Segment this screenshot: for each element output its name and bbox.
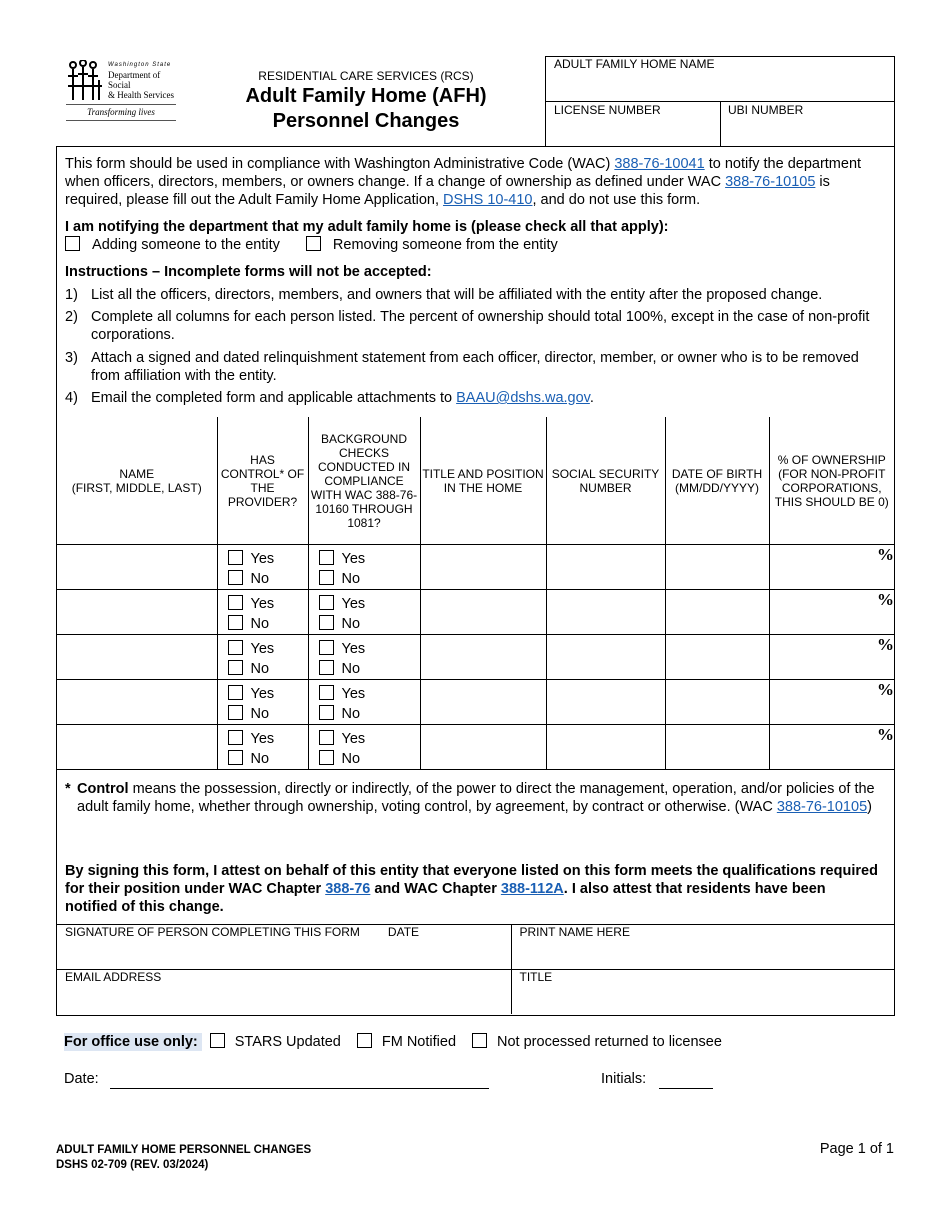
- stars-updated-checkbox[interactable]: [210, 1033, 225, 1048]
- background-no-checkbox[interactable]: [319, 705, 334, 720]
- date-label: DATE: [387, 925, 420, 939]
- col-header-name: NAME (FIRST, MIDDLE, LAST): [57, 417, 217, 545]
- form-subtitle: RESIDENTIAL CARE SERVICES (RCS): [258, 69, 474, 83]
- control-no-checkbox[interactable]: [228, 570, 243, 585]
- main-form: This form should be used in compliance with Washington Administrative Code (WAC) 388-76-10041 to notify the department when officers, directors, members, or owners change. If a change of ownership as defined under WAC 388-76-10105 is required, please fill out the Adult Family Home Application, DSHS 10-410, and do not use this form. I am notifying the department that my adult family home is (please check all that apply): Adding someone to the entity Removing someone from the entity Instructions – Incomplete forms will not be accepted: 1) List all the officers, directors, members, and owners that will be affiliated with the entity after the proposed change. 2) Complete all columns for each person listed. The percent of ownership should total 100%, except in the case of non-profit corporations. 3) Attach a signed and dated relinquishment statement from each officer, director, member, or owner who is to be removed from affiliation with the entity. 4) Email the completed form and applicable attachments to BAAU@dshs.wa.gov. NAME (FIRST, MIDDLE, LAST) HAS CONTROL* OF THE PROVIDER? BACKGROUND CHECKS CONDUCTED IN COMPLIANCE WITH WAC 388-76-10160 THROUGH 1081? TITLE AND POSITION IN THE HOME SOCIAL SECURITY NUMBER DATE OF BIRTH (MM/DD/YYYY) % OF OWNERSHIP (FOR NON-PROFIT CORPORATIONS, THIS SHOULD BE 0) Yes No Yes No % Yes No Yes No % Yes No Yes No % Yes No Yes No % Yes No Yes No % * Control means the possession, directly or indirectly, of the power to direct the management, operation, and/or policies of the adult family home, whether through ownership, voting control, by agreement, by contract or otherwise. (WAC 388-76-10105) By signing this form, I attest on behalf of this entity that everyone listed on this form meets the qualifications required for their position under WAC Chapter 388-76 and WAC Chapter 388-112A. I also attest that residents have been notified of this change. SIGNATURE OF PERSON COMPLETING THIS FORM DATE PRINT NAME HERE EMAIL ADDRESS TITLE: [56, 146, 895, 1016]
- control-wac-link[interactable]: 388-76-10105: [776, 799, 868, 815]
- control-cell: Yes No: [217, 680, 308, 725]
- ssn-cell[interactable]: [546, 590, 665, 635]
- home-identification-box: [545, 56, 895, 147]
- not-processed-label: Not processed returned to licensee: [497, 1034, 722, 1050]
- page-number: Page 1 of 1: [819, 1141, 894, 1157]
- control-cell: Yes No: [217, 725, 308, 770]
- dob-cell[interactable]: [665, 680, 769, 725]
- control-yes-checkbox[interactable]: [228, 595, 243, 610]
- ownership-cell[interactable]: %: [769, 680, 894, 725]
- logo-state: Washington State: [108, 62, 172, 68]
- dob-cell[interactable]: [665, 635, 769, 680]
- office-use-label: For office use only:: [64, 1033, 202, 1051]
- footer-form-number: DSHS 02-709 (REV. 03/2024): [56, 1159, 209, 1171]
- notify-options: [65, 236, 880, 254]
- table-row: [57, 680, 894, 725]
- title-field[interactable]: TITLE: [511, 970, 894, 1015]
- control-no-checkbox[interactable]: [228, 615, 243, 630]
- col-header-dob: DATE OF BIRTH (MM/DD/YYYY): [665, 417, 769, 545]
- signature-table: [57, 924, 894, 1014]
- table-row: [57, 545, 894, 590]
- background-cell: Yes No: [308, 590, 420, 635]
- not-processed-checkbox[interactable]: [472, 1033, 487, 1048]
- background-cell: Yes No: [308, 545, 420, 590]
- background-yes-checkbox[interactable]: [319, 550, 334, 565]
- email-address-field[interactable]: EMAIL ADDRESS: [57, 970, 511, 1015]
- wac-388-112a-link[interactable]: 388-112A: [500, 881, 564, 897]
- adding-label: Adding someone to the entity: [92, 237, 280, 253]
- background-no-checkbox[interactable]: [319, 660, 334, 675]
- dob-cell[interactable]: [665, 725, 769, 770]
- signature-field[interactable]: SIGNATURE OF PERSON COMPLETING THIS FORM DATE: [57, 925, 511, 970]
- dshs-figures-icon: [66, 60, 104, 102]
- col-header-ownership: % OF OWNERSHIP (FOR NON-PROFIT CORPORATIONS, THIS SHOULD BE 0): [769, 417, 894, 545]
- ownership-cell[interactable]: %: [769, 635, 894, 680]
- ssn-cell[interactable]: [546, 680, 665, 725]
- office-initials-label: Initials:: [601, 1071, 647, 1087]
- adding-checkbox[interactable]: [65, 236, 80, 251]
- logo-tagline: Transforming lives: [87, 107, 155, 117]
- ubi-number-field[interactable]: UBI NUMBER: [728, 103, 804, 117]
- office-initials-field[interactable]: [659, 1088, 713, 1089]
- background-no-checkbox[interactable]: [319, 570, 334, 585]
- fm-notified-label: FM Notified: [381, 1034, 457, 1050]
- control-yes-checkbox[interactable]: [228, 730, 243, 745]
- removing-label: Removing someone from the entity: [332, 237, 558, 253]
- control-no-checkbox[interactable]: [228, 750, 243, 765]
- col-header-background: BACKGROUND CHECKS CONDUCTED IN COMPLIANCE WITH WAC 388-76-10160 THROUGH 1081?: [308, 417, 420, 545]
- col-header-control: HAS CONTROL* OF THE PROVIDER?: [217, 417, 308, 545]
- email-link[interactable]: BAAU@dshs.wa.gov: [456, 390, 590, 406]
- name-cell[interactable]: [57, 725, 217, 770]
- background-yes-checkbox[interactable]: [319, 595, 334, 610]
- stars-updated-label: STARS Updated: [234, 1034, 341, 1050]
- fm-notified-checkbox[interactable]: [357, 1033, 372, 1048]
- dshs-logo: [66, 58, 178, 124]
- name-cell[interactable]: [57, 590, 217, 635]
- office-use-row: [64, 1032, 722, 1052]
- background-no-checkbox[interactable]: [319, 615, 334, 630]
- removing-checkbox[interactable]: [306, 236, 321, 251]
- name-cell[interactable]: [57, 635, 217, 680]
- background-no-checkbox[interactable]: [319, 750, 334, 765]
- home-name-field[interactable]: ADULT FAMILY HOME NAME: [554, 57, 715, 71]
- ownership-cell[interactable]: %: [769, 545, 894, 590]
- instructions-heading: Instructions – Incomplete forms will not be accepted:: [65, 264, 432, 280]
- name-cell[interactable]: [57, 680, 217, 725]
- dob-cell[interactable]: [665, 545, 769, 590]
- ssn-cell[interactable]: [546, 635, 665, 680]
- col-header-ssn: SOCIAL SECURITY NUMBER: [546, 417, 665, 545]
- title-cell[interactable]: [420, 590, 546, 635]
- intro-paragraph: This form should be used in compliance with Washington Administrative Code (WAC) 388-76-10041 to notify the department when officers, directors, members, or owners change. If a change of ownership as defined under WAC 388-76-10105 is required, please fill out the Adult Family Home Application, DSHS 10-410, and do not use this form.: [65, 156, 862, 208]
- control-cell: Yes No: [217, 635, 308, 680]
- notify-heading: I am notifying the department that my adult family home is (please check all that apply):: [65, 219, 669, 235]
- dshs-10-410-link[interactable]: DSHS 10-410: [443, 192, 533, 208]
- control-no-checkbox[interactable]: [228, 660, 243, 675]
- table-row: [57, 725, 894, 770]
- background-yes-checkbox[interactable]: [319, 685, 334, 700]
- control-cell: Yes No: [217, 590, 308, 635]
- title-cell[interactable]: [420, 635, 546, 680]
- wac-link-10105[interactable]: 388-76-10105: [725, 174, 816, 190]
- background-cell: Yes No: [308, 635, 420, 680]
- wac-388-76-link[interactable]: 388-76: [325, 881, 371, 897]
- print-name-field[interactable]: PRINT NAME HERE: [511, 925, 894, 970]
- ssn-cell[interactable]: [546, 545, 665, 590]
- personnel-table: [57, 417, 894, 770]
- name-cell[interactable]: [57, 545, 217, 590]
- col-header-title: TITLE AND POSITION IN THE HOME: [420, 417, 546, 545]
- ssn-cell[interactable]: [546, 725, 665, 770]
- office-date-field[interactable]: [110, 1088, 489, 1089]
- control-no-checkbox[interactable]: [228, 705, 243, 720]
- logo-department: Department of Social & Health Services: [108, 70, 174, 100]
- background-yes-checkbox[interactable]: [319, 730, 334, 745]
- background-cell: Yes No: [308, 725, 420, 770]
- background-yes-checkbox[interactable]: [319, 640, 334, 655]
- ownership-cell[interactable]: %: [769, 725, 894, 770]
- attestation-statement: By signing this form, I attest on behalf of this entity that everyone listed on this form meets the qualifications required for their position under WAC Chapter 388-76 and WAC Chapter 388-112A. I also attest that residents have been notified of this change.: [65, 863, 878, 915]
- table-row: [57, 590, 894, 635]
- background-cell: Yes No: [308, 680, 420, 725]
- title-cell[interactable]: [420, 725, 546, 770]
- control-yes-checkbox[interactable]: [228, 640, 243, 655]
- form-title: Adult Family Home (AFH) Personnel Changes: [245, 85, 487, 132]
- ownership-cell[interactable]: %: [769, 590, 894, 635]
- license-number-field[interactable]: LICENSE NUMBER: [554, 103, 661, 117]
- control-yes-checkbox[interactable]: [228, 685, 243, 700]
- control-cell: Yes No: [217, 545, 308, 590]
- wac-link-10041[interactable]: 388-76-10041: [614, 156, 705, 172]
- control-yes-checkbox[interactable]: [228, 550, 243, 565]
- table-row: [57, 635, 894, 680]
- title-cell[interactable]: [420, 680, 546, 725]
- title-cell[interactable]: [420, 545, 546, 590]
- footer-form-name: ADULT FAMILY HOME PERSONNEL CHANGES: [56, 1144, 312, 1156]
- office-date-label: Date:: [64, 1071, 99, 1087]
- dob-cell[interactable]: [665, 590, 769, 635]
